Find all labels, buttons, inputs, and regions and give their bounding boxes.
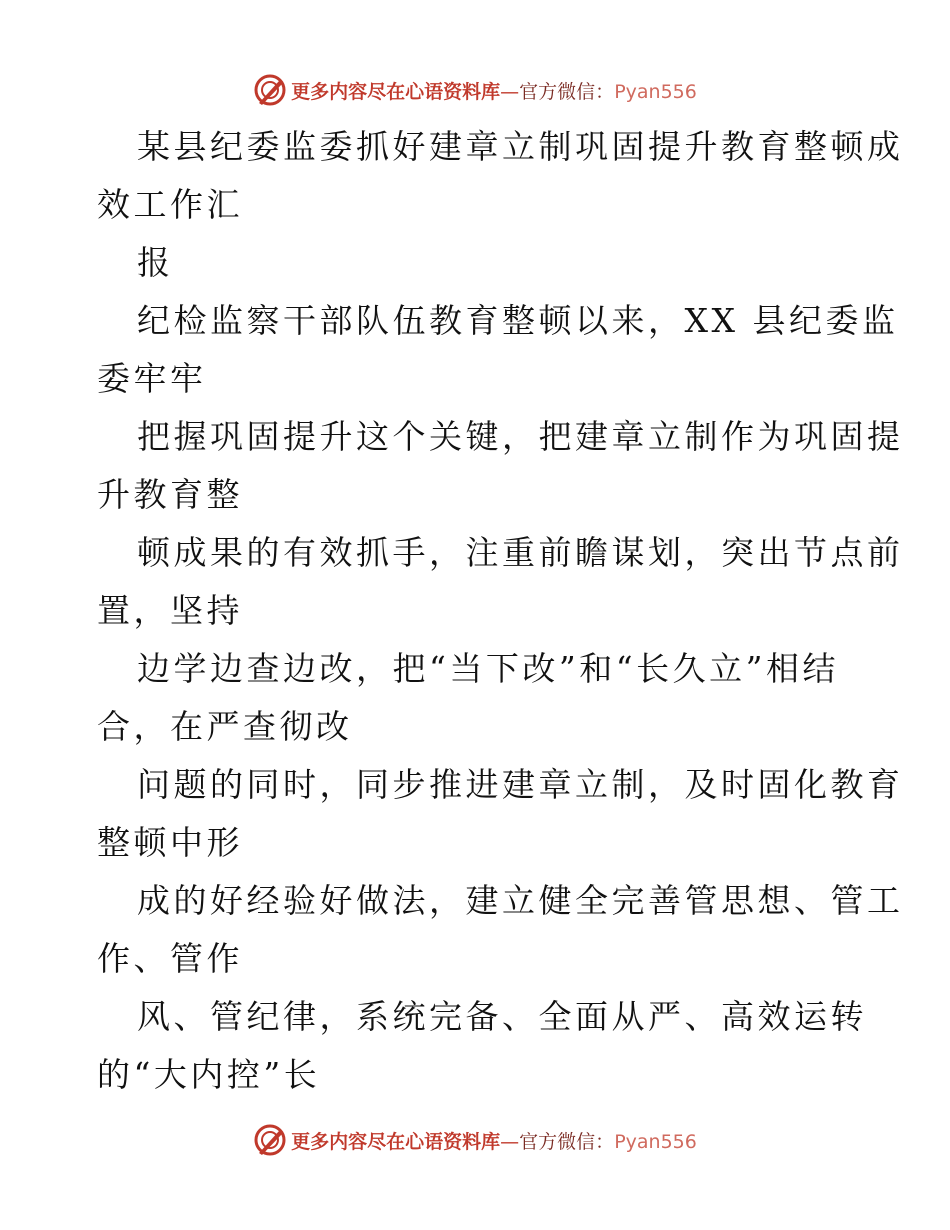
text-line-6: 把握巩固提升这个关键，把建章立制作为巩固提 [137, 417, 904, 456]
text-line-5: 委牢牢 [97, 359, 207, 398]
text-line-11: 合，在严查彻改 [97, 707, 353, 746]
watermark-wechat-id: Pyan556 [614, 80, 697, 103]
text-line-4: 纪检监察干部队伍教育整顿以来，XX 县纪委监 [137, 301, 899, 340]
text-line-9: 置，坚持 [97, 591, 243, 630]
watermark-separator: — [500, 1130, 520, 1153]
text-line-10: 边学边查边改，把“当下改”和“长久立”相结 [137, 649, 839, 688]
watermark-site-text: 更多内容尽在心语资料库 [291, 80, 501, 103]
text-line-1: 某县纪委监委抓好建章立制巩固提升教育整顿成 [137, 127, 904, 166]
text-line-16: 风、管纪律，系统完备、全面从严、高效运转 [137, 997, 867, 1036]
text-line-12: 问题的同时，同步推进建章立制，及时固化教育 [137, 765, 904, 804]
header-watermark [0, 70, 950, 110]
watermark-wechat-label: 官方微信： [519, 80, 615, 103]
text-line-3: 报 [137, 243, 174, 282]
text-line-13: 整顿中形 [97, 823, 243, 862]
text-line-14: 成的好经验好做法，建立健全完善管思想、管工 [137, 881, 904, 920]
watermark-separator: — [500, 80, 520, 103]
text-line-2: 效工作汇 [97, 185, 243, 224]
text-line-7: 升教育整 [97, 475, 243, 514]
footer-watermark [0, 1120, 950, 1160]
watermark-wechat-label: 官方微信： [519, 1130, 615, 1153]
pen-logo-icon [253, 1123, 287, 1157]
text-line-17: 的“大内控”长 [97, 1055, 321, 1094]
text-line-15: 作、管作 [97, 939, 243, 978]
watermark-wechat-id: Pyan556 [614, 1130, 697, 1153]
text-line-8: 顿成果的有效抓手，注重前瞻谋划，突出节点前 [137, 533, 904, 572]
pen-logo-icon [253, 73, 287, 107]
watermark-site-text: 更多内容尽在心语资料库 [291, 1130, 501, 1153]
